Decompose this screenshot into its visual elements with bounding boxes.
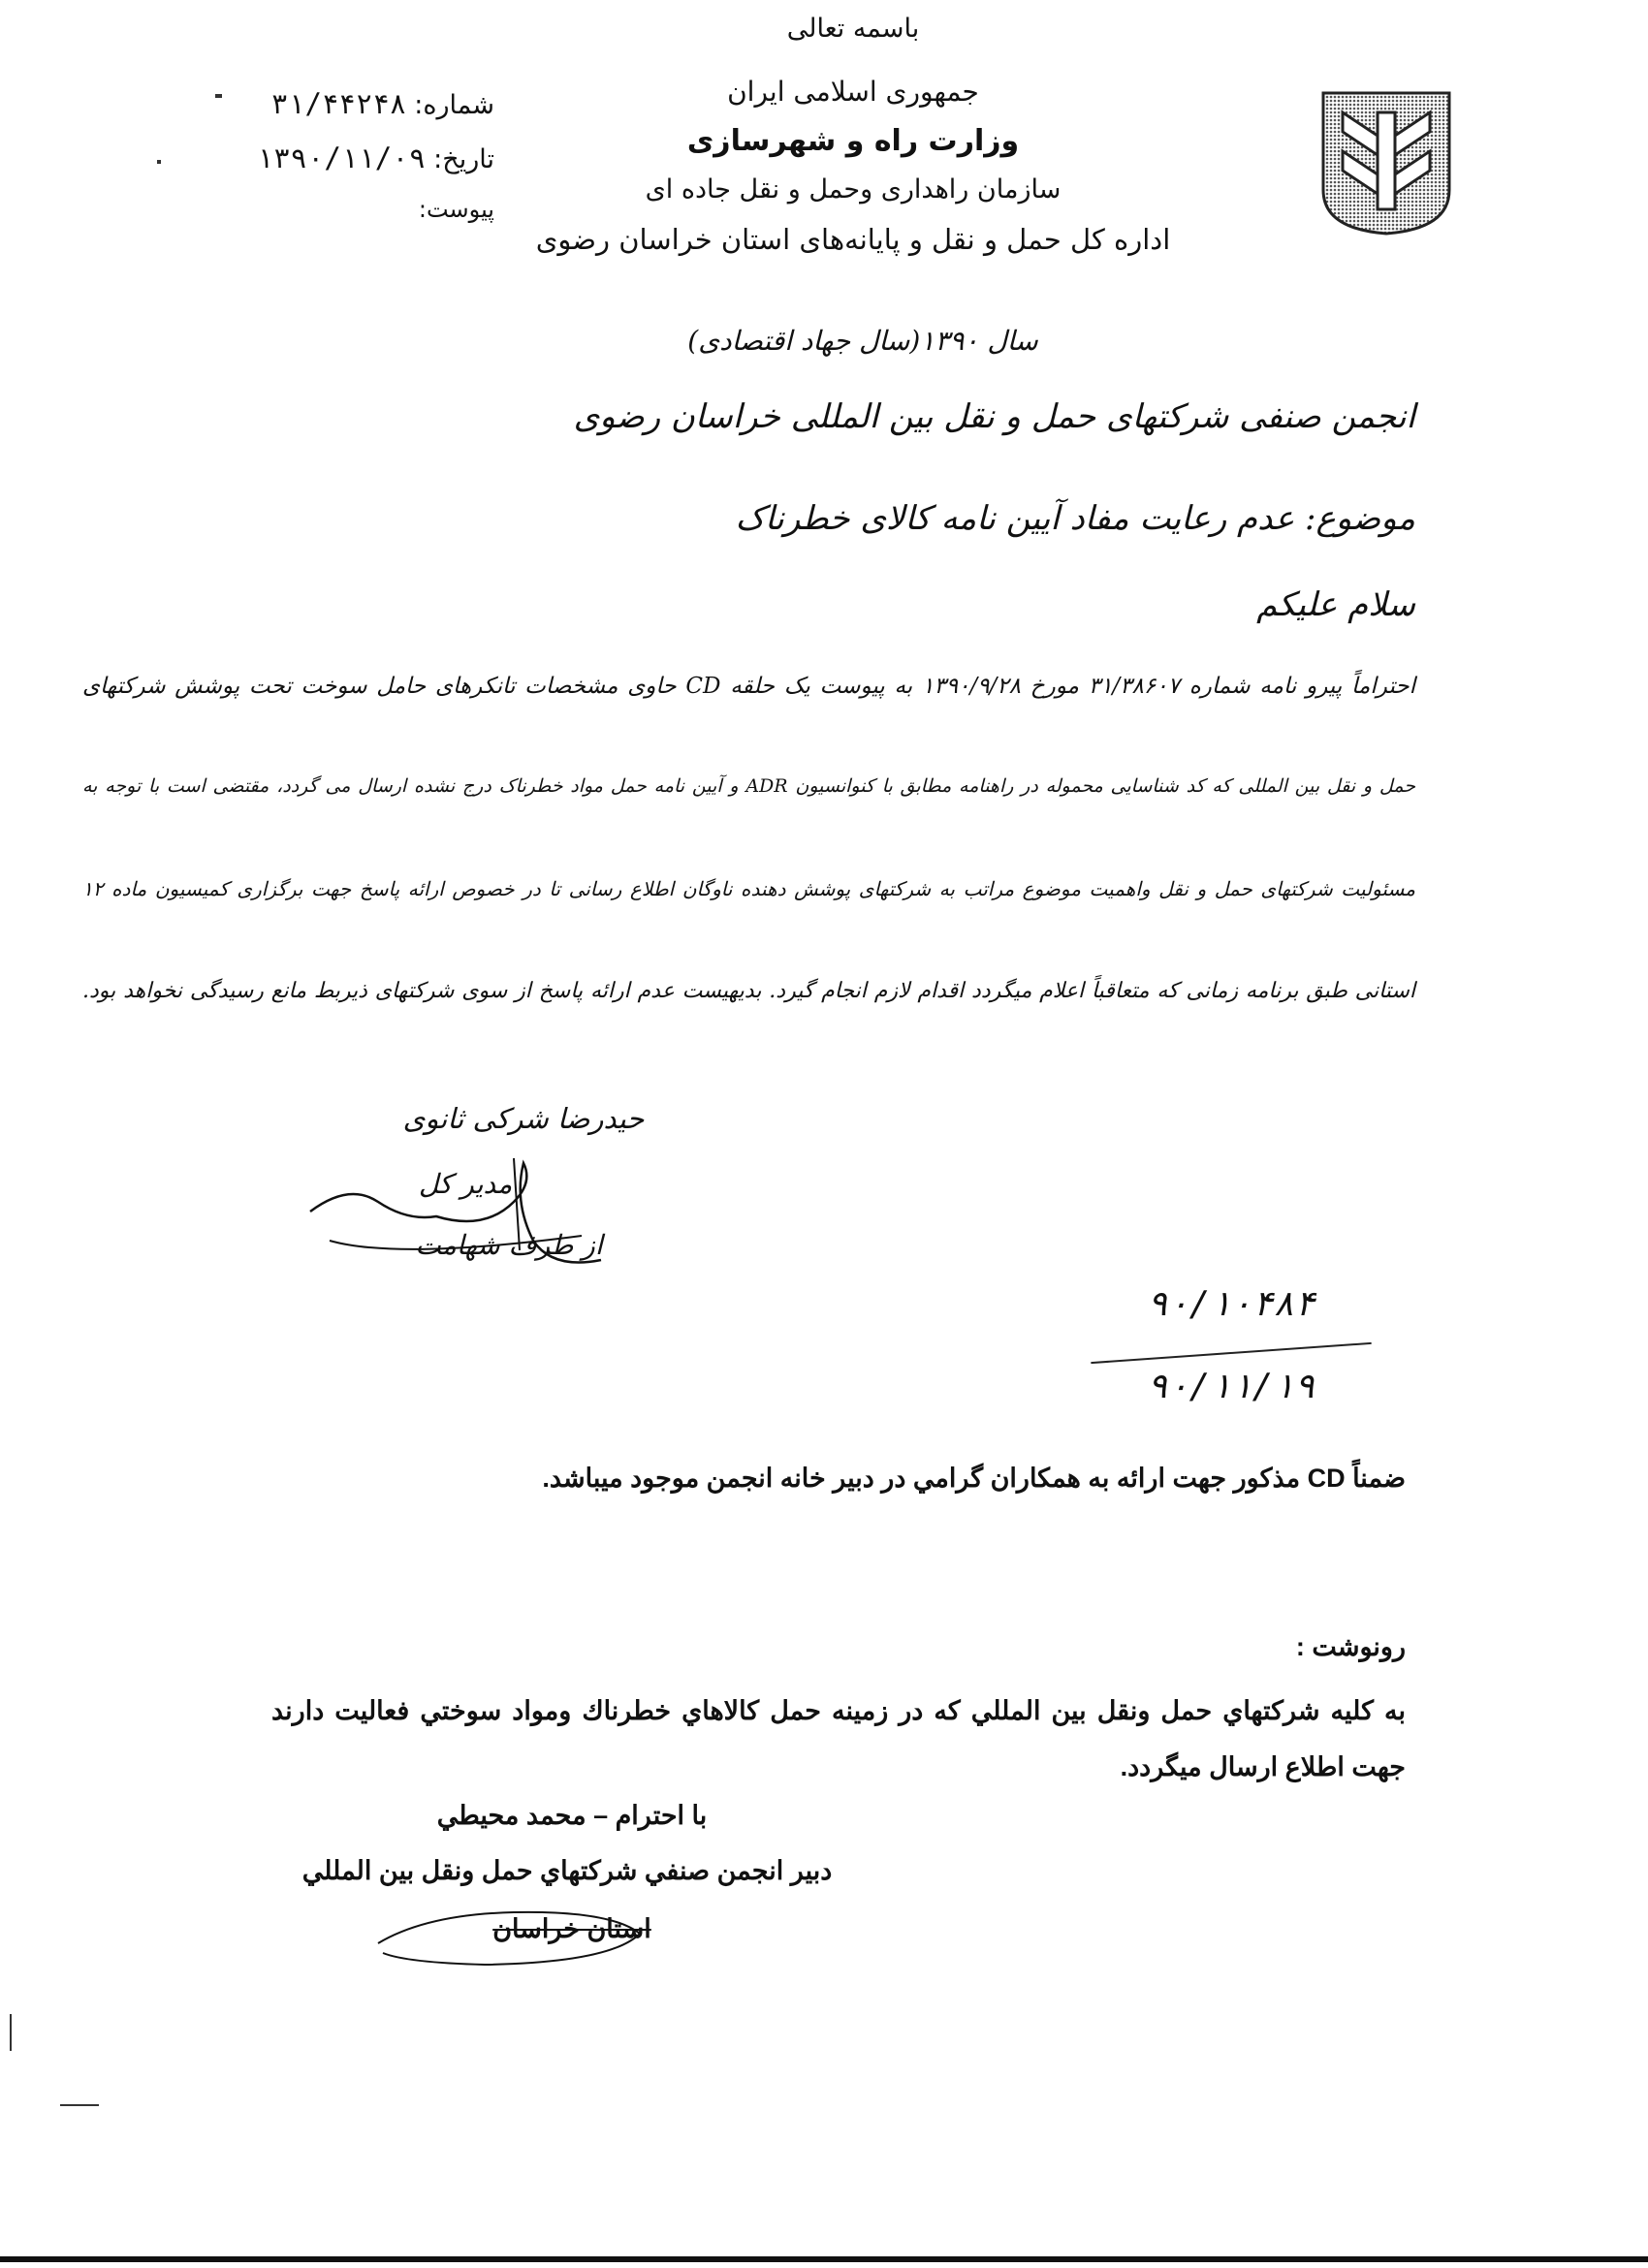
body-line: استانی طبق برنامه زمانی که متعاقباً اعلام میگردد اقدام لازم انجام گیرد. بدیهیست عدم ارائه پاسخ از سوی شرکتهای ذیربط مانع رسیدگی نخواهد بود. <box>82 979 1415 1003</box>
organization-name: سازمان راهداری وحمل و نقل جاده ای <box>645 174 1062 205</box>
scan-mark <box>215 94 222 98</box>
subject-line: موضوع: عدم رعایت مفاد آیین نامه کالای خطرناک <box>735 499 1415 538</box>
closing-regards: با احترام – محمد محيطي <box>436 1801 708 1830</box>
letter-date <box>194 142 494 174</box>
sender-province: استان خراسان <box>492 1914 651 1943</box>
signatory-delegate: از طرف شهامت <box>415 1229 603 1261</box>
signature-scribble-icon <box>291 1144 620 1279</box>
received-divider <box>1091 1342 1371 1364</box>
letter-attachment <box>194 196 494 223</box>
cd-note: ضمناً CD مذکور جهت ارائه به همکاران گرامي در دبير خانه انجمن موجود ميباشد. <box>542 1464 1406 1493</box>
country-name: جمهوری اسلامی ایران <box>727 76 979 108</box>
received-number: ۹۰/۱۰۴۸۴ <box>1147 1284 1315 1324</box>
page-bottom-edge <box>0 2256 1648 2262</box>
letter-number-label: شماره: <box>414 90 494 120</box>
ministry-logo-icon <box>1314 83 1459 238</box>
sender-title: دبير انجمن صنفي شركتهاي حمل ونقل بين المللي <box>301 1856 833 1885</box>
body-line: حمل و نقل بین المللی که کد شناسایی محموله در راهنامه مطابق با کنوانسیون ADR و آیین نامه حمل مواد خطرناک درج نشده ارسال می گردد، مقتضی است با توجه به <box>82 775 1415 797</box>
signatory-title: مدیر کل <box>418 1168 513 1200</box>
letter-number <box>194 87 494 120</box>
body-line: مسئولیت شرکتهای حمل و نقل واهمیت موضوع مراتب به شرکتهای پوشش دهنده ناوگان اطلاع رسانی تا در خصوص ارائه پاسخ جهت برگزاری کمیسیون ماده ۱۲ <box>82 877 1415 900</box>
letter-number-value: ۳۱/۴۴۲۴۸ <box>270 87 407 120</box>
year-motto: سال ۱۳۹۰(سال جهاد اقتصادی) <box>687 325 1038 357</box>
recipient: انجمن صنفی شرکتهای حمل و نقل بین المللی خراسان رضوی <box>573 397 1415 436</box>
scan-mark <box>60 2104 99 2106</box>
bismillah-heading: باسمه تعالی <box>786 14 920 44</box>
greeting: سلام علیکم <box>1256 585 1415 624</box>
copies-text: به كليه شركتهاي حمل ونقل بين المللي كه در زمينه حمل كالاهاي خطرناك ومواد سوختي فعاليت دارند جهت اطلاع ارسال ميگردد. <box>271 1696 1406 1781</box>
body-line: احتراماً پیرو نامه شماره ۳۱/۳۸۶۰۷ مورخ ۱۳۹۰/۹/۲۸ به پیوست یک حلقه CD حاوی مشخصات تانکرهای حامل سوخت تحت پوشش شرکتهای <box>82 674 1416 699</box>
scan-mark <box>10 2014 12 2051</box>
received-date: ۹۰/۱۱/۱۹ <box>1147 1367 1315 1406</box>
letter-date-value: ۱۳۹۰/۱۱/۰۹ <box>256 142 427 174</box>
letter-attachment-label: پیوست: <box>418 196 494 223</box>
copies-label: رونوشت : <box>1295 1632 1406 1661</box>
office-name: اداره کل حمل و نقل و پایانه‌های استان خراسان رضوی <box>535 223 1171 256</box>
ministry-name: وزارت راه و شهرسازی <box>686 124 1020 158</box>
letter-date-label: تاریخ: <box>433 144 494 174</box>
sender-signature-icon <box>368 1895 659 1972</box>
signatory-name: حیدرضا شرکی ثانوی <box>402 1102 645 1135</box>
scan-mark <box>157 160 161 164</box>
